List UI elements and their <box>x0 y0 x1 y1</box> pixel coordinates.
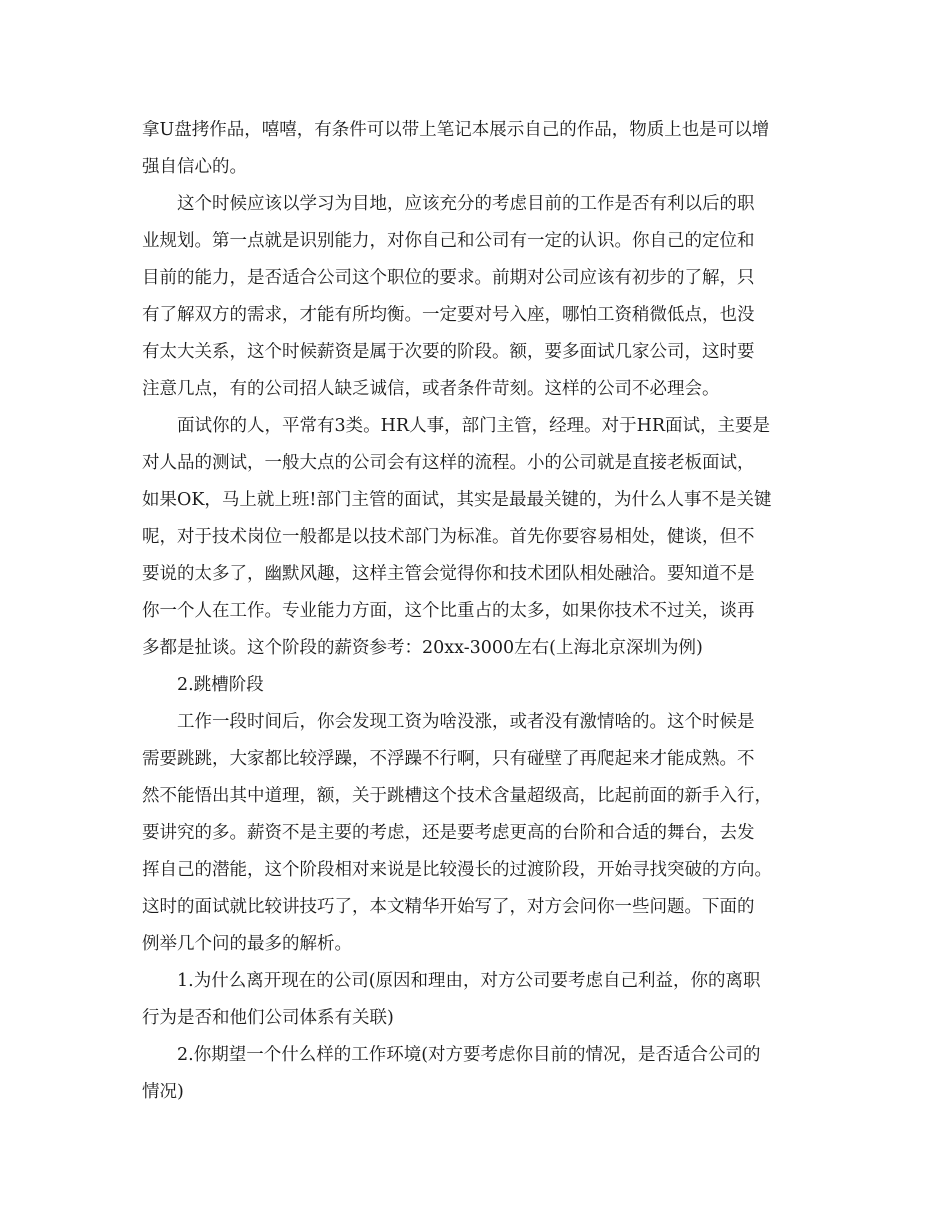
text-line: 然不能悟出其中道理，额，关于跳槽这个技术含量超级高，比起前面的新手入行， <box>142 786 772 806</box>
text-line: 业规划。第一点就是识别能力，对你自己和公司有一定的认识。你自己的定位和 <box>142 231 755 251</box>
section-heading <box>142 667 810 704</box>
text-line: 2.你期望一个什么样的工作环境(对方要考虑你目前的情况，是否适合公司的 <box>177 1045 761 1065</box>
text-line: 如果OK，马上就上班!部门主管的面试，其实是最最关键的，为什么人事不是关键 <box>142 490 772 510</box>
document-body <box>142 112 810 1111</box>
text-line: 强自信心的。 <box>142 157 247 177</box>
text-line: 例举几个问的最多的解析。 <box>142 934 352 954</box>
paragraph <box>142 186 810 408</box>
text-line: 目前的能力，是否适合公司这个职位的要求。前期对公司应该有初步的了解，只 <box>142 268 755 288</box>
text-line: 有了解双方的需求，才能有所均衡。一定要对号入座，哪怕工资稍微低点，也没 <box>142 305 755 325</box>
text-line: 有太大关系，这个时候薪资是属于次要的阶段。额，要多面试几家公司，这时要 <box>142 342 755 362</box>
heading-text: 2.跳槽阶段 <box>177 675 264 695</box>
text-line: 这时的面试就比较讲技巧了，本文精华开始写了，对方会问你一些问题。下面的 <box>142 897 755 917</box>
text-line: 工作一段时间后，你会发现工资为啥没涨，或者没有激情啥的。这个时候是 <box>177 712 755 732</box>
text-line: 对人品的测试，一般大点的公司会有这样的流程。小的公司就是直接老板面试， <box>142 453 755 473</box>
text-line: 这个时候应该以学习为目地，应该充分的考虑目前的工作是否有利以后的职 <box>177 194 755 214</box>
text-line: 行为是否和他们公司体系有关联) <box>142 1008 394 1028</box>
paragraph <box>142 112 810 186</box>
text-line: 面试你的人，平常有3类。HR人事，部门主管，经理。对于HR面试，主要是 <box>177 416 771 436</box>
text-line: 你一个人在工作。专业能力方面，这个比重占的太多，如果你技术不过关，谈再 <box>142 601 755 621</box>
text-line: 需要跳跳，大家都比较浮躁，不浮躁不行啊，只有碰壁了再爬起来才能成熟。不 <box>142 749 755 769</box>
text-line: 1.为什么离开现在的公司(原因和理由，对方公司要考虑自己利益，你的离职 <box>177 971 761 991</box>
text-line: 拿U盘拷作品，嘻嘻，有条件可以带上笔记本展示自己的作品，物质上也是可以增 <box>142 120 770 140</box>
text-line: 要说的太多了，幽默风趣，这样主管会觉得你和技术团队相处融洽。要知道不是 <box>142 564 755 584</box>
text-line: 多都是扯谈。这个阶段的薪资参考：20xx-3000左右(上海北京深圳为例) <box>142 638 703 658</box>
paragraph <box>142 704 810 963</box>
text-line: 注意几点，有的公司招人缺乏诚信，或者条件苛刻。这样的公司不必理会。 <box>142 379 720 399</box>
text-line: 挥自己的潜能，这个阶段相对来说是比较漫长的过渡阶段，开始寻找突破的方向。 <box>142 860 772 880</box>
list-item <box>142 963 810 1037</box>
text-line: 情况) <box>142 1082 184 1102</box>
list-item <box>142 1037 810 1111</box>
text-line: 呢，对于技术岗位一般都是以技术部门为标准。首先你要容易相处，健谈，但不 <box>142 527 755 547</box>
text-line: 要讲究的多。薪资不是主要的考虑，还是要考虑更高的台阶和合适的舞台，去发 <box>142 823 755 843</box>
paragraph <box>142 408 810 667</box>
